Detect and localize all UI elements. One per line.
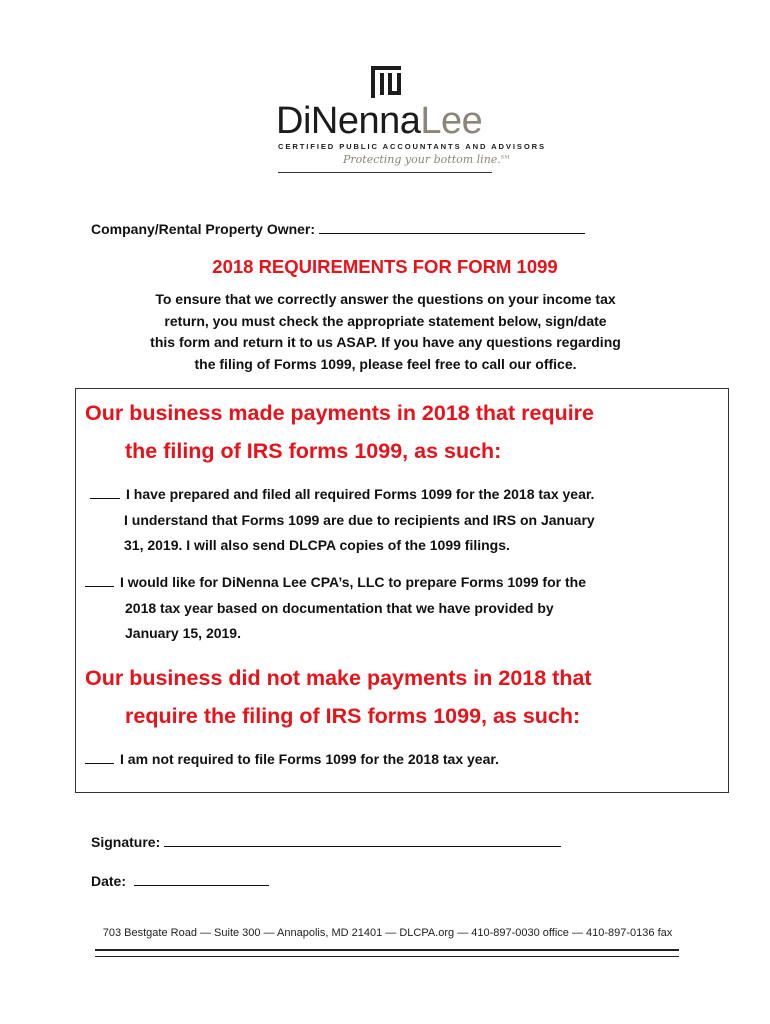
option-prepare-forms: I would like for DiNenna Lee CPA’s, LLC to prepare Forms 1099 for the 2018 tax year based on documentation that we have provided by January 15, 2019.: [85, 570, 725, 647]
footer-divider: [95, 949, 679, 951]
date-label: Date:: [91, 873, 127, 889]
checkbox-line-not-required[interactable]: [85, 751, 114, 764]
option-filed-forms: I have prepared and filed all required Forms 1099 for the 2018 tax year. I understand that Forms 1099 are due to recipients and IRS on January 31, 2019. I will also send DLCPA copies of the 1099 filings.: [90, 482, 725, 559]
logo-mark: [369, 65, 403, 99]
logo-wordmark: DiNennaLee: [276, 100, 483, 142]
footer-address: 703 Bestgate Road — Suite 300 — Annapolis, MD 21401 — DLCPA.org — 410-897-0030 office — 410-897-0136 fax: [102, 927, 673, 939]
intro-line: To ensure that we correctly answer the questions on your income tax: [155, 291, 616, 307]
option-not-required: I am not required to file Forms 1099 for the 2018 tax year.: [85, 747, 725, 773]
intro-paragraph: [80, 289, 691, 375]
intro-line: the filing of Forms 1099, please feel free to call our office.: [194, 355, 577, 372]
section-heading-no-payments: Our business did not make payments in 2018 that require the filing of IRS forms 1099, as such:: [85, 666, 592, 728]
section-heading-payments-made: Our business made payments in 2018 that require the filing of IRS forms 1099, as such:: [85, 401, 595, 463]
checkbox-line-prepare[interactable]: [85, 574, 114, 587]
form-title: 2018 REQUIREMENTS FOR FORM 1099: [212, 256, 558, 277]
date-field: [91, 873, 269, 889]
signature-line[interactable]: [164, 834, 561, 847]
intro-line: return, you must check the appropriate statement below, sign/date: [164, 312, 607, 329]
signature-field: [91, 834, 561, 850]
checkbox-line-filed[interactable]: [90, 486, 120, 499]
date-line[interactable]: [134, 873, 269, 886]
owner-blank-line[interactable]: [319, 220, 585, 234]
owner-field: [91, 220, 585, 237]
footer-divider-thin: [95, 956, 679, 957]
owner-label: Company/Rental Property Owner:: [91, 221, 316, 237]
signature-label: Signature:: [91, 834, 161, 850]
intro-line: this form and return it to us ASAP. If you have any questions regarding: [150, 334, 621, 350]
logo-divider: [278, 172, 492, 173]
logo-tagline: Protecting your bottom line.℠: [343, 153, 510, 166]
logo-subtitle: CERTIFIED PUBLIC ACCOUNTANTS AND ADVISORS: [278, 142, 547, 151]
